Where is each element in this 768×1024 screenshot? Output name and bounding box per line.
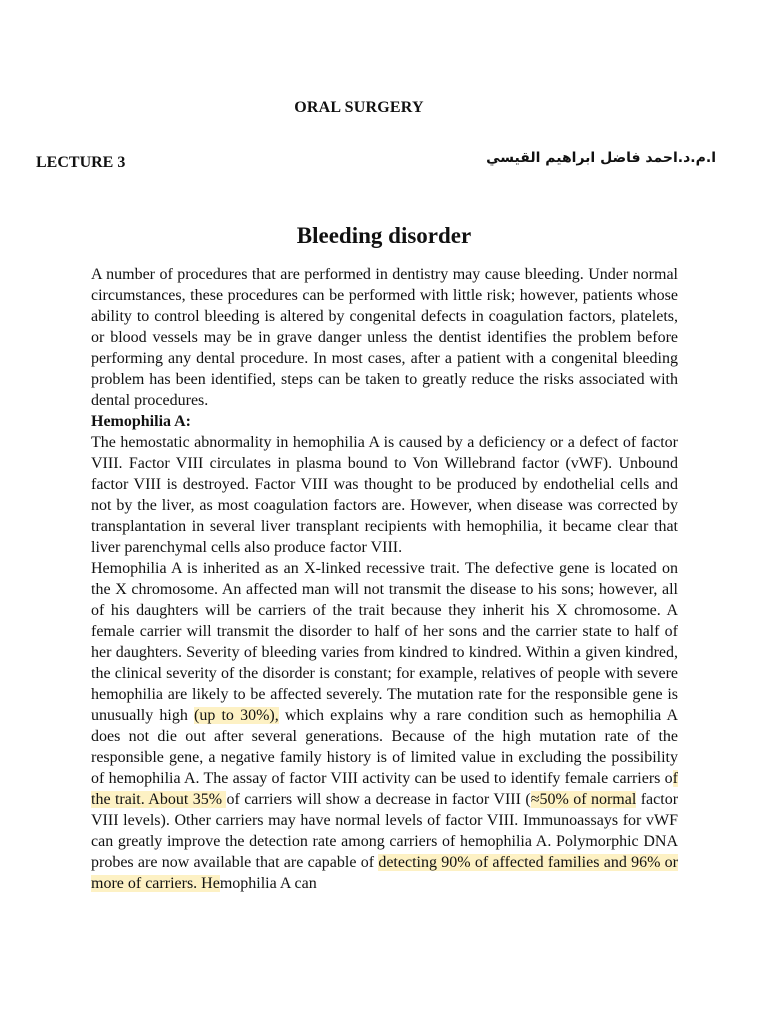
paragraph-1: The hemostatic abnormality in hemophilia A is caused by a deficiency or a defect of factor VIII. Factor VIII circulates in plasma bound to Von Willebrand factor (vWF). Unbound factor VIII is destroyed. Factor VIII was thought to be produced by endothelial cells and not by the liver, as most coagulation factors are. However, when disease was corrected by transplantation in several liver transplant recipients with hemophilia, it became clear that liver parenchymal cells also produce factor VIII. bbox=[91, 434, 678, 556]
body-text bbox=[91, 264, 678, 894]
highlighted-text: bout 35% bbox=[159, 791, 227, 808]
text-segment: which explains why a rare condition such as hemophilia A does not die out after several generations. Because of the high mutation rate of the responsible gene, a negative family history is of limited value in excluding the possibility of hemophilia A. The assay of factor VIII activity can be used to identify female carriers o bbox=[91, 707, 678, 787]
highlighted-text: detecting 90% of affected families and 96% or more of carriers. He bbox=[91, 854, 679, 892]
text-segment: Hemophilia A is inherited as an X-linked recessive trait. The defective gene is located on the X chromosome. An affected man will not transmit the disease to his sons; however, all of his daughters will be carriers of the trait because they inherit his X chromosome. A female carrier will transmit the disorder to half of her sons and the carrier state to half of her daughters. Severity of bleeding varies from kindred to kindred. Within a given kindred, the clinical severity of the disorder is constant; for example, relatives of people with severe hemophilia are likely to be affected severely. The mutation rate for the responsible gene is unusually high bbox=[91, 560, 678, 724]
intro-paragraph: A number of procedures that are performed in dentistry may cause bleeding. Under normal circumstances, these procedures can be performed with little risk; however, patients whose ability to control bleeding is altered by congenital defects in coagulation factors, platelets, or blood vessels may be in grave danger unless the dentist identifies the problem before performing any dental procedure. In most cases, after a patient with a congenital bleeding problem has been identified, steps can be taken to greatly reduce the risks associated with dental procedures. bbox=[91, 266, 678, 409]
paragraph-2 bbox=[91, 558, 678, 894]
highlighted-text: ≈50% of normal bbox=[530, 791, 637, 808]
text-segment: factor VIII levels). Other carriers may have normal levels of factor VIII. Immunoassays for vWF can greatly improve the detection rate among carriers of hemophilia A. Polymorphic DNA probes are now available that are capable of bbox=[91, 791, 679, 871]
document-title: Bleeding disorder bbox=[296, 223, 472, 248]
highlighted-text: (up to 30%), bbox=[193, 707, 279, 724]
text-segment: mophilia A can bbox=[219, 875, 317, 892]
author-name: ا.م.د.احمد فاضل ابراهيم القيسي bbox=[486, 150, 716, 166]
section-heading: Hemophilia A: bbox=[91, 413, 192, 430]
course-title: ORAL SURGERY bbox=[294, 99, 424, 116]
highlighted-text: f the trait. A bbox=[91, 770, 678, 808]
text-segment: of carriers will show a decrease in factor VIII ( bbox=[226, 791, 531, 808]
lecture-number: LECTURE 3 bbox=[36, 154, 126, 171]
